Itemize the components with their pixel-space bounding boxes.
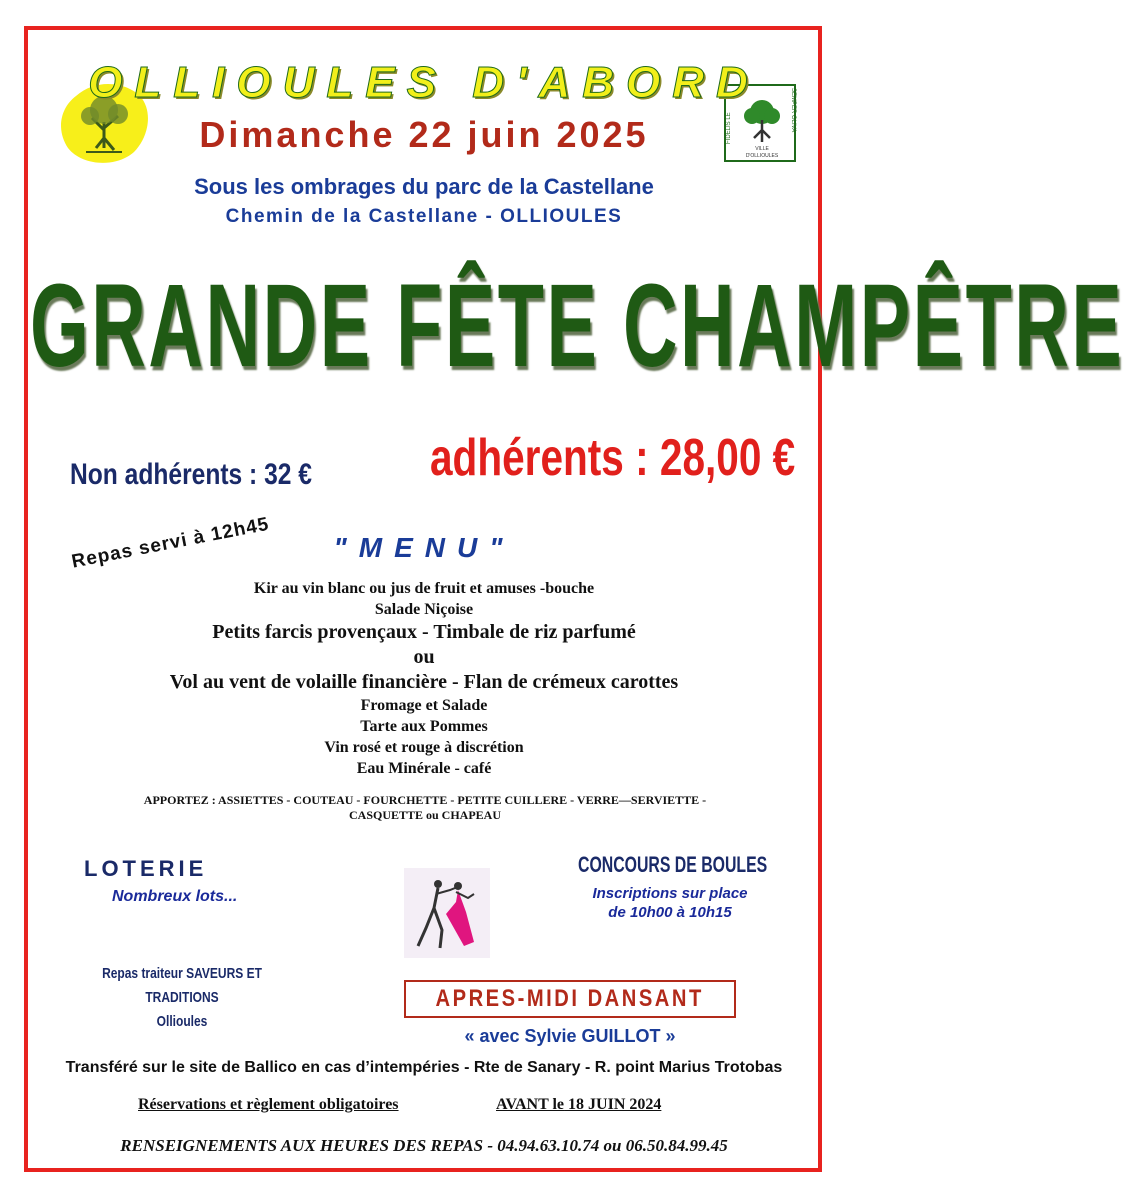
menu-item: Kir au vin blanc ou jus de fruit et amuses -bouche [253,580,595,597]
weather-transfer-note: Transféré sur le site de Ballico en cas d’intempéries - Rte de Sanary - R. point Marius Trotobas [65,1059,783,1076]
menu-item: Fromage et Salade [360,697,488,714]
menu-item: Vol au vent de volaille financière - Flan de crémeux carottes [169,671,679,693]
dancing-couple-image [404,868,490,958]
menu-item: ou [413,646,435,668]
menu-item: Petits farcis provençaux - Timbale de riz parfumé [212,621,636,643]
location-line-1: Sous les ombrages du parc de la Castellane [194,174,654,199]
contact-info: RENSEIGNEMENTS AUX HEURES DES REPAS - 04.94.63.10.74 ou 06.50.84.99.45 [120,1136,728,1155]
boules-title: CONCOURS DE BOULES [578,852,768,877]
event-date: Dimanche 22 juin 2025 [199,114,649,155]
caterer-city: Ollioules [156,1013,208,1030]
boules-line-1: Inscriptions sur place [592,885,748,902]
menu-title: "MENU" [333,532,515,563]
boules-info [560,884,780,922]
menu-item: Tarte aux Pommes [360,718,488,735]
reservation-label: Réservations et règlement obligatoires [138,1096,399,1113]
crest-text-ollioules: D'OLLIOULES [745,153,779,159]
bring-items-line-1: APPORTEZ : ASSIETTES - COUTEAU - FOURCHETTE - PETITE CUILLERE - VERRE—SERVIETTE - [143,793,707,807]
menu-item: Vin rosé et rouge à discrétion [324,739,524,756]
caterer-info [52,962,312,1034]
reservation-deadline [496,1096,661,1114]
deadline-prefix: AVANT le [496,1096,565,1113]
crest-text-right: SEMPER OLIVA [790,88,796,133]
dansant-artist: « avec Sylvie GUILLOT » [464,1026,676,1046]
main-title: GRANDE FÊTE CHAMPÊTRE [30,260,1124,392]
bring-items-note [80,793,770,823]
dansant-title: APRES-MIDI DANSANT [435,985,705,1012]
boules-line-2: de 10h00 à 10h15 [608,904,732,921]
loterie-title: LOTERIE [84,856,208,881]
org-title: OLLIOULES D'ABORD [88,58,760,107]
deadline-date: 18 JUIN 2024 [564,1096,662,1113]
price-non-adherents: Non adhérents : 32 € [70,458,312,491]
menu-list [0,578,848,779]
menu-item: Salade Niçoise [374,601,474,618]
dansant-box [404,980,736,1018]
meal-time: Repas servi à 12h45 [70,513,272,573]
crest-text-ville: VILLE [755,146,769,152]
location-line-2: Chemin de la Castellane - OLLIOULES [225,206,623,227]
price-adherents: adhérents : 28,00 € [430,429,796,487]
menu-item: Eau Minérale - café [356,760,492,777]
loterie-subtitle: Nombreux lots... [112,888,238,905]
bring-items-line-2: CASQUETTE ou CHAPEAU [348,808,502,822]
caterer-name: Repas traiteur SAVEURS ET TRADITIONS [102,965,262,1006]
crest-text-left: FIDELIS LE [726,112,732,144]
